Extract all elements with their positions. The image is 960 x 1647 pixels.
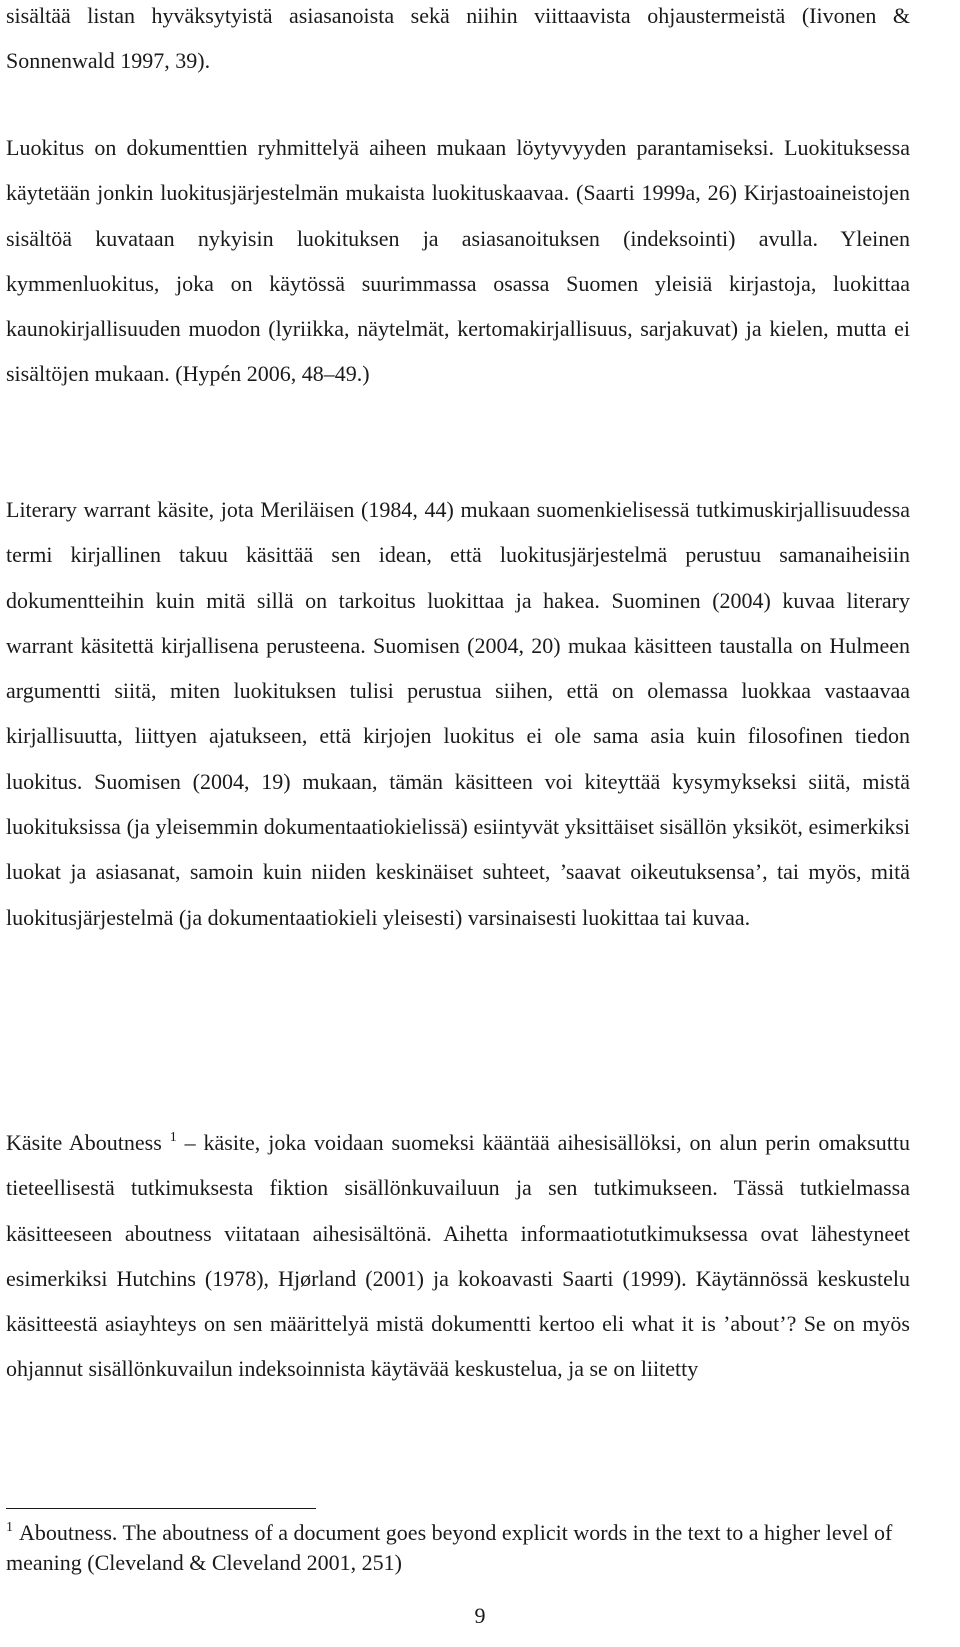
page-number: 9 — [474, 1603, 486, 1628]
paragraph-4-start: Käsite Aboutness — [6, 1130, 162, 1155]
paragraph-4-rest: – käsite, joka voidaan suomeksi kääntää aihesisällöksi, on alun perin omaksuttu tieteellisestä tutkimuksesta fiktion sisällönkuvailuun ja sen tutkimukseen. Tässä tutkielmassa käsitteeseen aboutness viitataan aihesisältönä. Aihetta informaatiotutkimuksessa ovat lähestyneet esimerkiksi Hutchins (1978), Hjørland (2001) ja kokoavasti Saarti (1999). Käytännössä keskustelu käsitteestä asiayhteys on sen määrittelyä mistä dokumentti kertoo eli what it is ’about’? Se on myös ohjannut sisällönkuvailun indeksoinnista käytävää keskustelua, ja se on liitetty — [6, 1130, 910, 1382]
paragraph-2: Luokitus on dokumenttien ryhmittelyä aiheen mukaan löytyvyyden parantamiseksi. Luokituksessa käytetään jonkin luokitusjärjestelmän mukaista luokituskaavaa. (Saarti 1999a, 26) Kirjastoaineistojen sisältöä kuvataan nykyisin luokituksen ja asiasanoituksen (indeksointi) avulla. Yleinen kymmenluokitus, joka on käytössä suurimmassa osassa Suomen yleisiä kirjastoja, luokittaa kaunokirjallisuuden muodon (lyriikka, näytelmät, kertomakirjallisuus, sarjakuvat) ja kielen, mutta ei sisältöjen mukaan. (Hypén 2006, 48–49.) — [6, 135, 910, 387]
paragraph-1: sisältää listan hyväksytyistä asiasanoista sekä niihin viittaavista ohjaustermeistä (Iivonen & Sonnenwald 1997, 39). — [6, 3, 910, 74]
paragraph-4 — [6, 1120, 910, 1392]
footnote-mark: 1 — [6, 1520, 13, 1535]
footnote-text: Aboutness. The aboutness of a document goes beyond explicit words in the text to a higher level of meaning (Cleveland & Cleveland 2001, 251) — [6, 1520, 893, 1575]
footnote-reference: 1 — [169, 1130, 177, 1145]
paragraph-3: Literary warrant käsite, jota Meriläisen (1984, 44) mukaan suomenkielisessä tutkimuskirjallisuudessa termi kirjallinen takuu käsittää sen idean, että luokitusjärjestelmä perustuu samanaiheisiin dokumentteihin kuin mitä sillä on tarkoitus luokittaa ja hakea. Suominen (2004) kuvaa literary warrant käsitettä kirjallisena perusteena. Suomisen (2004, 20) mukaa käsitteen taustalla on Hulmeen argumentti siitä, miten luokituksen tulisi perustua siihen, että on olemassa luokkaa vastaavaa kirjallisuutta, liittyen ajatukseen, että kirjojen luokitus ei ole sama asia kuin filosofinen tiedon luokitus. Suomisen (2004, 19) mukaan, tämän käsitteen voi kiteyttää kysymykseksi siitä, mistä luokituksissa (ja yleisemmin dokumentaatiokielissä) esiintyvät yksittäiset sisällön yksiköt, esimerkiksi luokat ja asiasanat, samoin kuin niiden keskinäiset suhteet, ’saavat oikeutuksensa’, tai myös, mitä luokitusjärjestelmä (ja dokumentaatiokieli yleisesti) varsinaisesti luokittaa tai kuvaa. — [6, 497, 910, 930]
footnote-divider — [6, 1508, 316, 1509]
footnote — [6, 1518, 936, 1578]
